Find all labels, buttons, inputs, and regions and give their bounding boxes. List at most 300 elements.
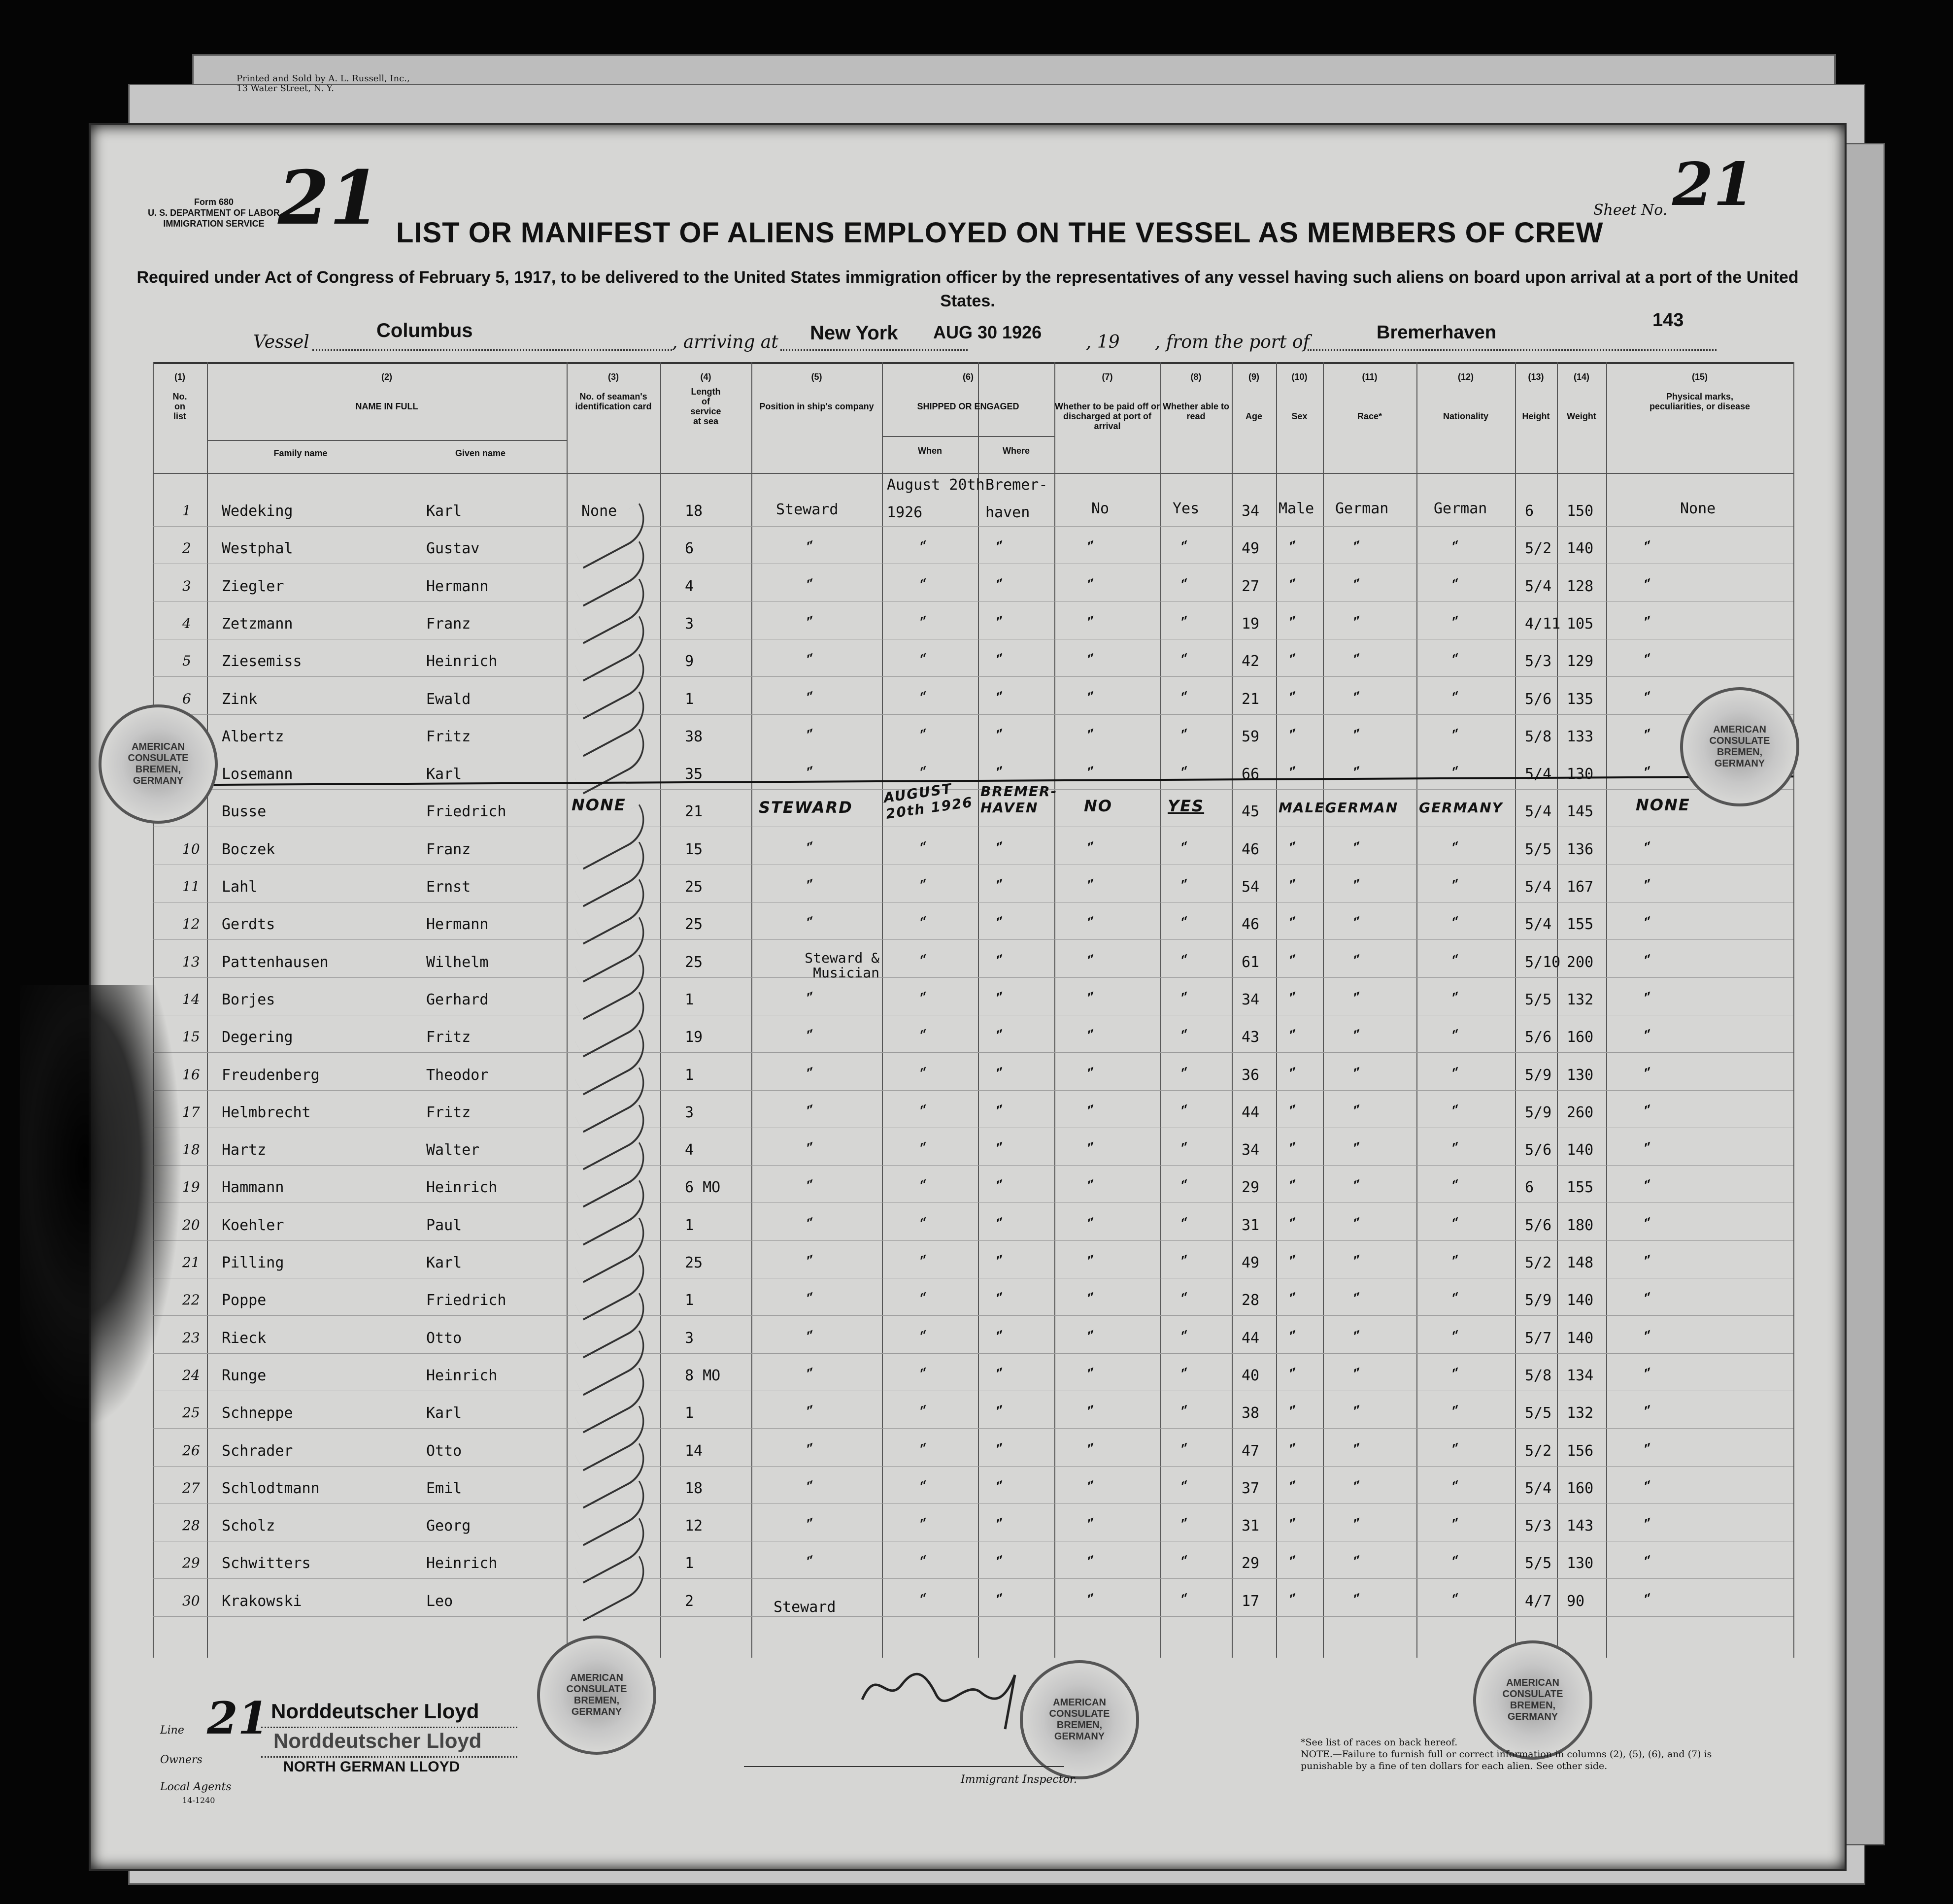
header-sex — [1276, 372, 1323, 421]
seal-text: AMERICAN CONSULATE BREMEN, GERMANY — [1049, 1697, 1110, 1742]
ditto-mark: ″ — [1179, 575, 1193, 596]
row-number: 24 — [182, 1367, 200, 1383]
col-line — [207, 362, 208, 1658]
weight: 140 — [1567, 540, 1594, 558]
printer-credit — [236, 74, 410, 94]
form-code: 14-1240 — [182, 1796, 215, 1805]
header-shipped — [882, 372, 1054, 411]
ditto-mark: ″ — [805, 1101, 819, 1123]
vessel-name: Columbus — [376, 320, 473, 341]
ditto-mark: ″ — [994, 875, 1009, 897]
row1-sex: Male — [1279, 500, 1314, 517]
row-rule — [153, 1428, 1793, 1429]
crew-table — [153, 362, 1793, 1658]
seal-text: AMERICAN CONSULATE BREMEN, GERMANY — [1502, 1677, 1563, 1722]
ditto-mark: ″ — [994, 1364, 1009, 1386]
row9-nationality: GERMANY — [1419, 800, 1503, 816]
height: 5/4 — [1525, 878, 1552, 896]
height: 5/2 — [1525, 540, 1552, 558]
ditto-mark: ″ — [994, 1176, 1009, 1198]
row9-marks: NONE — [1636, 796, 1690, 814]
ditto-mark: ″ — [1179, 1138, 1193, 1160]
header-paid-off — [1054, 372, 1160, 431]
ditto-mark: ″ — [918, 875, 932, 897]
family-name: Degering — [222, 1029, 293, 1046]
ditto-mark: ″ — [1287, 875, 1302, 897]
ditto-mark: ″ — [994, 1514, 1009, 1536]
row-number: 26 — [182, 1442, 200, 1459]
header-weight — [1557, 372, 1606, 421]
height: 4/11 — [1525, 615, 1561, 633]
ditto-mark: ″ — [805, 1552, 819, 1573]
row-number: 28 — [182, 1517, 200, 1534]
header-name — [207, 372, 567, 411]
ditto-mark: ″ — [1179, 1514, 1193, 1536]
given-name: Heinrich — [426, 1179, 498, 1197]
row-number: 6 — [182, 690, 191, 707]
header-text: (6) — [963, 372, 974, 382]
ditto-mark: ″ — [1287, 1514, 1302, 1536]
service-length: 6 — [685, 540, 694, 558]
service-length: 3 — [685, 1329, 694, 1347]
ditto-mark: ″ — [918, 1251, 932, 1273]
ditto-mark: ″ — [1642, 1214, 1656, 1236]
row-number: 11 — [182, 878, 200, 895]
ditto-mark: ″ — [1179, 763, 1193, 784]
header-text: (8) — [1190, 372, 1202, 382]
given-name: Emil — [426, 1479, 462, 1497]
family-name: Krakowski — [222, 1592, 302, 1610]
ditto-mark: ″ — [1642, 1289, 1656, 1310]
handwritten-sheet-number: 21 — [278, 155, 381, 241]
given-name: Hermann — [426, 577, 489, 595]
ditto-mark: ″ — [805, 913, 819, 935]
ditto-mark: ″ — [1450, 1026, 1464, 1047]
ditto-mark: ″ — [1287, 988, 1302, 1010]
row-number: 13 — [182, 953, 200, 970]
service-length: 2 — [685, 1592, 694, 1610]
family-name: Westphal — [222, 540, 293, 558]
service-length: 19 — [685, 1029, 703, 1046]
ditto-mark: ″ — [994, 1251, 1009, 1273]
from-label: , from the port of — [1155, 332, 1310, 352]
ditto-mark: ″ — [918, 1364, 932, 1386]
header-text: (11) — [1362, 372, 1378, 382]
row-number: 22 — [182, 1292, 200, 1308]
consulate-seal-left — [99, 704, 218, 824]
age: 54 — [1242, 878, 1260, 896]
ditto-mark: ″ — [805, 1364, 819, 1386]
ditto-mark: ″ — [1642, 875, 1656, 897]
agents-label: Local Agents — [160, 1781, 232, 1793]
family-name: Borjes — [222, 991, 275, 1008]
ditto-mark: ″ — [1085, 650, 1100, 671]
given-name: Fritz — [426, 728, 471, 745]
ditto-mark: ″ — [805, 537, 819, 559]
row-rule — [153, 1165, 1793, 1166]
ditto-mark: ″ — [1351, 1214, 1366, 1236]
ditto-mark: ″ — [1450, 988, 1464, 1010]
table-top-rule — [153, 362, 1793, 364]
weight: 143 — [1567, 1517, 1594, 1535]
row-rule — [153, 1240, 1793, 1241]
line-dots — [261, 1727, 517, 1728]
weight: 129 — [1567, 653, 1594, 670]
ditto-mark: ″ — [994, 1477, 1009, 1499]
ditto-mark: ″ — [1351, 913, 1366, 935]
ditto-mark: ″ — [1450, 838, 1464, 860]
ditto-mark: ″ — [1179, 1552, 1193, 1573]
row1-marks: None — [1680, 500, 1716, 517]
header-text: (4) — [700, 372, 711, 382]
inspector-signature — [857, 1645, 1044, 1739]
service-length: 25 — [685, 1254, 703, 1271]
ditto-mark: ″ — [1085, 1477, 1100, 1499]
ditto-mark: ″ — [1179, 913, 1193, 935]
ditto-mark: ″ — [918, 1477, 932, 1499]
ditto-mark: ″ — [1642, 612, 1656, 634]
family-name: Freudenberg — [222, 1066, 320, 1084]
ditto-mark: ″ — [1642, 1251, 1656, 1273]
family-name: Hartz — [222, 1141, 267, 1159]
weight: 135 — [1567, 690, 1594, 708]
height: 5/4 — [1525, 1479, 1552, 1497]
ditto-mark: ″ — [1351, 1327, 1366, 1348]
given-name: Friedrich — [426, 803, 506, 821]
department: U. S. DEPARTMENT OF LABOR — [148, 208, 280, 218]
port-dots — [780, 349, 968, 351]
ditto-mark: ″ — [994, 763, 1009, 784]
ditto-mark: ″ — [1450, 1364, 1464, 1386]
weight: 133 — [1567, 728, 1594, 745]
line-hand-number: 21 — [207, 1692, 269, 1744]
ditto-mark: ″ — [1642, 988, 1656, 1010]
ditto-mark: ″ — [1179, 1590, 1193, 1611]
arrival-port: New York — [810, 322, 898, 344]
ditto-mark: ″ — [1450, 612, 1464, 634]
header-text: Nationality — [1443, 411, 1488, 421]
row9-card: NONE — [572, 796, 626, 814]
row-number: 15 — [182, 1029, 200, 1045]
row30-position: Steward — [774, 1599, 836, 1616]
ditto-mark: ″ — [1351, 763, 1366, 784]
row-number: 29 — [182, 1555, 200, 1571]
ditto-mark: ″ — [1179, 688, 1193, 709]
ditto-mark: ″ — [918, 575, 932, 596]
agents-value: NORTH GERMAN LLOYD — [283, 1759, 460, 1775]
ditto-mark: ″ — [1287, 1064, 1302, 1085]
header-text: Height — [1522, 411, 1550, 421]
ditto-mark: ″ — [805, 838, 819, 860]
ditto-mark: ″ — [1450, 763, 1464, 784]
ditto-mark: ″ — [994, 688, 1009, 709]
ditto-mark: ″ — [1642, 1439, 1656, 1461]
ditto-mark: ″ — [994, 988, 1009, 1010]
age: 44 — [1242, 1329, 1260, 1347]
ditto-mark: ″ — [918, 951, 932, 972]
weight: 130 — [1567, 766, 1594, 783]
family-name: Scholz — [222, 1517, 275, 1535]
ditto-mark: ″ — [805, 875, 819, 897]
ditto-mark: ″ — [1351, 1552, 1366, 1573]
ditto-mark: ″ — [1287, 763, 1302, 784]
ditto-mark: ″ — [1287, 612, 1302, 634]
given-name: Otto — [426, 1329, 462, 1347]
ditto-mark: ″ — [918, 1439, 932, 1461]
weight: 130 — [1567, 1066, 1594, 1084]
weight: 136 — [1567, 840, 1594, 858]
row1-nationality: German — [1434, 500, 1487, 517]
weight: 150 — [1567, 502, 1594, 520]
family-name: Schwitters — [222, 1555, 311, 1572]
ditto-mark: ″ — [1287, 1439, 1302, 1461]
col-line — [1054, 362, 1055, 1658]
ditto-mark: ″ — [1287, 1327, 1302, 1348]
age: 36 — [1242, 1066, 1260, 1084]
ditto-mark: ″ — [1642, 688, 1656, 709]
height: 5/5 — [1525, 840, 1552, 858]
ditto-mark: ″ — [1351, 1364, 1366, 1386]
ditto-mark: ″ — [1179, 951, 1193, 972]
row-number: 16 — [182, 1066, 200, 1083]
height: 5/5 — [1525, 1555, 1552, 1572]
ditto-mark: ″ — [1179, 988, 1193, 1010]
weight: 155 — [1567, 916, 1594, 934]
ditto-mark: ″ — [1450, 1552, 1464, 1573]
row-rule — [153, 1315, 1793, 1316]
ditto-mark: ″ — [1351, 1514, 1366, 1536]
weight: 105 — [1567, 615, 1594, 633]
weight: 140 — [1567, 1329, 1594, 1347]
age: 27 — [1242, 577, 1260, 595]
printer-line-2: 13 Water Street, N. Y. — [236, 83, 334, 94]
weight: 134 — [1567, 1367, 1594, 1384]
ditto-mark: ″ — [994, 725, 1009, 747]
ditto-mark: ″ — [1085, 1552, 1100, 1573]
ditto-mark: ″ — [1351, 1590, 1366, 1611]
ditto-mark: ″ — [994, 913, 1009, 935]
row-number: 2 — [182, 540, 191, 557]
given-name: Otto — [426, 1442, 462, 1460]
given-name: Karl — [426, 766, 462, 783]
given-name: Heinrich — [426, 1555, 498, 1572]
ditto-mark: ″ — [1351, 875, 1366, 897]
ditto-mark: ″ — [1085, 763, 1100, 784]
ditto-mark: ″ — [1450, 1439, 1464, 1461]
family-name: Poppe — [222, 1292, 267, 1309]
weight: 132 — [1567, 1404, 1594, 1422]
row-rule — [153, 977, 1793, 978]
row-number: 19 — [182, 1179, 200, 1196]
row1-where: Bremer- haven — [985, 476, 1048, 521]
weight: 128 — [1567, 577, 1594, 595]
ditto-mark: ″ — [994, 1026, 1009, 1047]
row-number: 3 — [182, 577, 191, 594]
family-name: Runge — [222, 1367, 267, 1384]
ditto-mark: ″ — [1642, 913, 1656, 935]
given-name: Wilhelm — [426, 953, 489, 971]
name-subheader-rule — [207, 440, 567, 441]
age: 44 — [1242, 1103, 1260, 1121]
ditto-mark: ″ — [918, 725, 932, 747]
ditto-mark: ″ — [805, 1026, 819, 1047]
ditto-mark: ″ — [1085, 913, 1100, 935]
ditto-mark: ″ — [1085, 838, 1100, 860]
ditto-mark: ″ — [918, 913, 932, 935]
service-length: 38 — [685, 728, 703, 745]
ditto-mark: ″ — [918, 988, 932, 1010]
header-text: Weight — [1567, 411, 1596, 421]
ditto-mark: ″ — [1179, 1026, 1193, 1047]
header-text: SHIPPED OR ENGAGED — [917, 401, 1019, 411]
ditto-mark: ″ — [1450, 575, 1464, 596]
ditto-mark: ″ — [1287, 1026, 1302, 1047]
ditto-mark: ″ — [1450, 1402, 1464, 1423]
service-length: 14 — [685, 1442, 703, 1460]
header-read — [1160, 372, 1232, 421]
family-name: Albertz — [222, 728, 284, 745]
ditto-mark: ″ — [1287, 1176, 1302, 1198]
ditto-mark: ″ — [805, 1327, 819, 1348]
ditto-mark: ″ — [1287, 951, 1302, 972]
row1-when: August 20th 1926 — [887, 476, 985, 521]
row-number: 21 — [182, 1254, 200, 1270]
owners-value: Norddeutscher Lloyd — [273, 1729, 482, 1752]
given-name: Franz — [426, 840, 471, 858]
height: 5/4 — [1525, 916, 1552, 934]
row9-when: AUGUST 20th 1926 — [882, 780, 974, 822]
ditto-mark: ″ — [918, 650, 932, 671]
ditto-mark: ″ — [994, 612, 1009, 634]
age: 37 — [1242, 1479, 1260, 1497]
ditto-mark: ″ — [1085, 725, 1100, 747]
ditto-mark: ″ — [1450, 1477, 1464, 1499]
given-name: Gerhard — [426, 991, 489, 1008]
row9-paid: NO — [1084, 797, 1112, 815]
ditto-mark: ″ — [1085, 1214, 1100, 1236]
family-name: Ziesemiss — [222, 653, 302, 670]
service-length: 12 — [685, 1517, 703, 1535]
height: 6 — [1525, 1179, 1534, 1197]
ditto-mark: ″ — [1179, 1214, 1193, 1236]
service-length: 1 — [685, 1066, 694, 1084]
row-number: 14 — [182, 991, 200, 1007]
row-number: 1 — [182, 502, 191, 519]
family-name: Zetzmann — [222, 615, 293, 633]
family-name: Wedeking — [222, 502, 293, 520]
ditto-mark: ″ — [805, 988, 819, 1010]
ditto-mark: ″ — [1642, 1064, 1656, 1085]
height: 5/10 — [1525, 953, 1561, 971]
row1-card: None — [581, 502, 617, 520]
service-length: 6 MO — [685, 1179, 721, 1197]
header-text: (3) — [608, 372, 619, 382]
ditto-mark: ″ — [1085, 1176, 1100, 1198]
height: 6 — [1525, 502, 1534, 520]
seal-text: AMERICAN CONSULATE BREMEN, GERMANY — [1709, 724, 1770, 769]
ditto-mark: ″ — [1351, 1064, 1366, 1085]
ditto-mark: ″ — [1450, 688, 1464, 709]
weight: 156 — [1567, 1442, 1594, 1460]
ditto-mark: ″ — [1351, 1251, 1366, 1273]
given-name: Friedrich — [426, 1292, 506, 1309]
ditto-mark: ″ — [1085, 988, 1100, 1010]
header-no — [153, 372, 207, 421]
row-rule — [153, 714, 1793, 715]
from-dots — [1308, 349, 1717, 351]
ditto-mark: ″ — [1351, 1138, 1366, 1160]
family-name: Rieck — [222, 1329, 267, 1347]
ditto-mark: ″ — [1287, 1289, 1302, 1310]
ditto-mark: ″ — [1287, 1477, 1302, 1499]
given-name: Heinrich — [426, 1367, 498, 1384]
ditto-mark: ″ — [994, 1064, 1009, 1085]
ditto-mark: ″ — [918, 1101, 932, 1123]
header-text: (15) — [1691, 372, 1708, 382]
col-line — [1606, 362, 1607, 1658]
height: 5/4 — [1525, 577, 1552, 595]
row13-position: Steward & Musician — [805, 950, 879, 981]
ditto-mark: ″ — [994, 1590, 1009, 1611]
ditto-mark: ″ — [1351, 1101, 1366, 1123]
ditto-mark: ″ — [994, 1439, 1009, 1461]
row-number: 27 — [182, 1479, 200, 1496]
family-name: Schlodtmann — [222, 1479, 320, 1497]
ditto-mark: ″ — [1085, 1514, 1100, 1536]
service-length: 1 — [685, 1404, 694, 1422]
weight: 140 — [1567, 1292, 1594, 1309]
ditto-mark: ″ — [1179, 1289, 1193, 1310]
header-when: When — [918, 446, 942, 456]
ditto-mark: ″ — [1642, 575, 1656, 596]
header-text: Race* — [1357, 411, 1382, 421]
row-rule — [153, 676, 1793, 677]
ditto-mark: ″ — [1351, 838, 1366, 860]
ditto-mark: ″ — [1085, 612, 1100, 634]
ditto-mark: ″ — [918, 763, 932, 784]
header-card — [567, 372, 660, 411]
header-family-name: Family name — [273, 448, 328, 458]
ditto-mark: ″ — [1351, 1477, 1366, 1499]
page-number-143: 143 — [1652, 310, 1684, 331]
given-name: Hermann — [426, 916, 489, 934]
shipped-subheader-rule — [882, 436, 1054, 437]
ditto-mark: ″ — [1085, 1327, 1100, 1348]
ditto-mark: ″ — [1450, 1176, 1464, 1198]
ditto-mark: ″ — [1450, 1214, 1464, 1236]
given-name: Karl — [426, 1254, 462, 1271]
age: 61 — [1242, 953, 1260, 971]
ditto-mark: ″ — [918, 1026, 932, 1047]
age: 66 — [1242, 766, 1260, 783]
ditto-mark: ″ — [994, 1138, 1009, 1160]
given-name: Karl — [426, 502, 462, 520]
ditto-mark: ″ — [805, 1514, 819, 1536]
header-text: (10) — [1291, 372, 1308, 382]
ditto-mark: ″ — [1450, 725, 1464, 747]
height: 5/5 — [1525, 991, 1552, 1008]
ditto-mark: ″ — [918, 1214, 932, 1236]
ditto-mark: ″ — [918, 838, 932, 860]
header-where: Where — [1002, 446, 1030, 456]
weight: 167 — [1567, 878, 1594, 896]
row-number: 12 — [182, 916, 200, 933]
note-penalty: NOTE.—Failure to furnish full or correct information in columns (2), (5), (6), and (7) is punishable by a fine of ten dollars for each alien. See other side. — [1301, 1749, 1712, 1771]
height: 5/4 — [1525, 803, 1552, 821]
header-text: Whether to be paid off or discharged at port of arrival — [1055, 401, 1160, 431]
col-line — [978, 362, 979, 1658]
row-rule — [153, 1578, 1793, 1579]
